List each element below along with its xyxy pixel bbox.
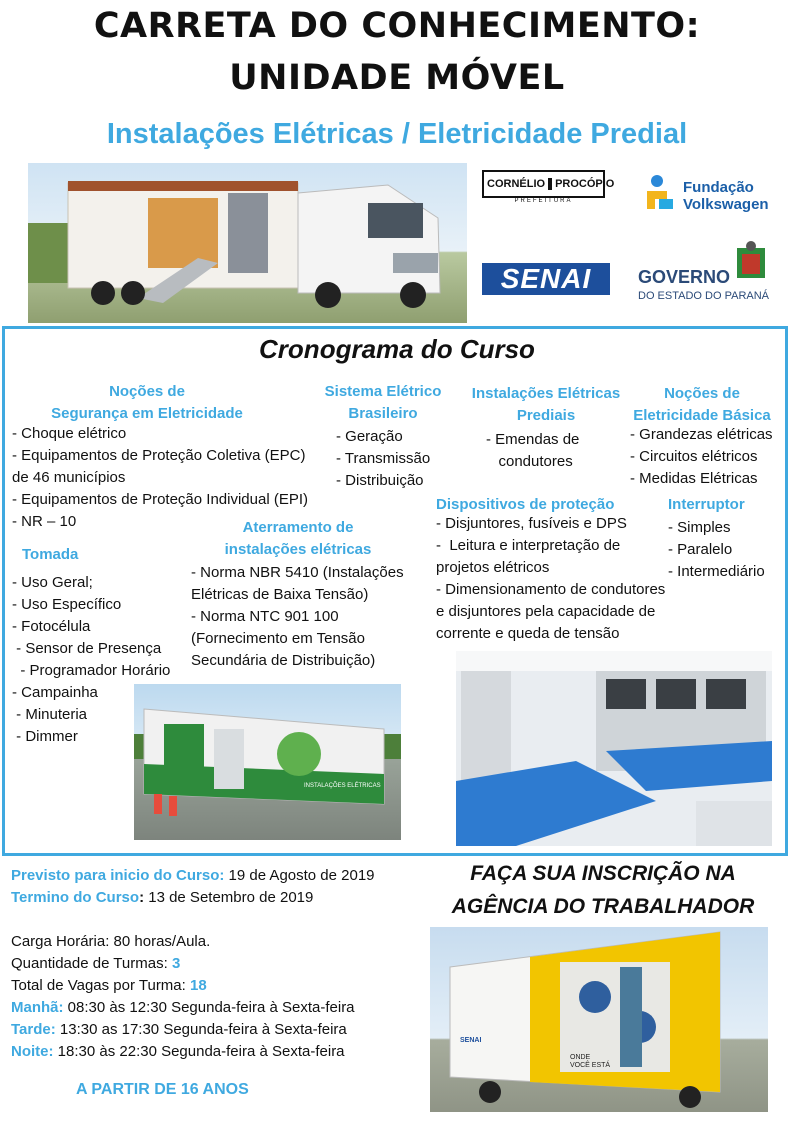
list-item: - Grandezas elétricas [630,426,773,443]
list-item: condutores [486,453,573,470]
cta-line1: FAÇA SUA INSCRIÇÃO NA [470,862,736,885]
page-subtitle: Instalações Elétricas / Eletricidade Predial [106,118,688,150]
fundacao-name-line2: Volkswagen [683,196,769,213]
list-item: - Dimensionamento de condutores [436,581,666,598]
morning-label: Manhã: [11,999,64,1016]
page-title-line1: CARRETA DO CONHECIMENTO: [93,6,701,46]
green-truck-illustration [134,684,401,840]
end-date-value: 13 de Setembro de 2019 [144,889,314,906]
end-date-row [11,887,375,909]
instalacoes-heading [460,383,632,427]
list-item: - Emendas de [486,431,580,448]
start-date-label: Previsto para inicio do Curso: [11,867,225,884]
list-item: - Uso Específico [12,596,122,613]
yellow-truck-illustration [430,927,768,1112]
senai-logo [482,263,610,295]
sistema-heading-line2: Brasileiro [348,405,418,422]
start-date-row [11,865,375,887]
aterramento-list [191,562,404,672]
sistema-heading [314,381,452,425]
classroom-illustration [456,651,772,846]
instalacoes-heading-line1: Instalações Elétricas [471,385,621,402]
schedule-title: Cronograma do Curso [259,334,535,364]
basica-list [630,424,773,490]
tomada-heading: Tomada [22,546,79,563]
aterramento-heading-line1: Aterramento de [242,519,354,536]
cornelio-logo-right: PROCÓPIO [550,178,617,190]
night-value: 18:30 às 22:30 Segunda-feira à Sexta-feira [53,1043,345,1060]
sistema-list [336,426,430,492]
list-item: - Fotocélula [12,618,91,635]
senai-logo-text: SENAI [500,263,592,294]
list-item: - Intermediário [668,563,765,580]
afternoon-value: 13:30 as 17:30 Segunda-feira à Sexta-feira [55,1021,347,1038]
groups-row [11,953,375,975]
vacancies-row [11,975,375,997]
truck-photo [28,163,467,323]
list-item: - Circuitos elétricos [630,448,758,465]
sistema-heading-line1: Sistema Elétrico [324,383,442,400]
cornelio-procopio-logo [482,170,615,210]
parana-coat-of-arms-icon [731,240,771,280]
list-item: de 46 municípios [12,469,126,486]
cta-line2: AGÊNCIA DO TRABALHADOR [451,895,755,918]
fundacao-volkswagen-logo [645,173,785,213]
interruptor-list [668,517,765,583]
workload-text: Carga Horária: 80 horas/Aula. [11,933,211,950]
list-item: - Geração [336,428,403,445]
list-item: - Choque elétrico [12,425,127,442]
truck-illustration [28,163,467,323]
morning-row [11,997,375,1019]
night-row [11,1041,375,1063]
morning-value: 08:30 às 12:30 Segunda-feira à Sexta-feira [63,999,355,1016]
list-item: projetos elétricos [436,559,550,576]
seguranca-heading [40,381,254,425]
list-item: - Norma NBR 5410 (Instalações [191,564,404,581]
list-item: - Equipamentos de Proteção Coletiva (EPC) [12,447,306,464]
dispositivos-list [436,513,665,645]
vacancies-value: 18 [189,977,207,994]
yellow-truck-text2: VOCÊ ESTÁ [570,1062,611,1069]
basica-heading-line2: Eletricidade Básica [633,407,771,424]
governo-parana-logo [638,240,788,304]
list-item: - Programador Horário [12,662,171,679]
list-item: Secundária de Distribuição) [191,652,376,669]
yellow-truck-brand: SENAI [460,1037,482,1044]
registration-cta [418,857,788,923]
list-item: - Distribuição [336,472,424,489]
cornelio-logo-left: CORNÉLIO [484,178,550,190]
list-item: - Sensor de Presença [12,640,162,657]
course-info [11,865,375,1063]
list-item: - NR – 10 [12,513,77,530]
list-item: - Leitura e interpretação de [436,537,621,554]
cornelio-logo-sub: PREFEITURA [514,198,573,204]
list-item: corrente e queda de tensão [436,625,620,642]
list-item: Elétricas de Baixa Tensão) [191,586,369,603]
list-item: (Fornecimento em Tensão [191,630,365,647]
classroom-photo [456,651,772,846]
list-item: - Uso Geral; [12,574,93,591]
start-date-value: 19 de Agosto de 2019 [224,867,375,884]
list-item: - Medidas Elétricas [630,470,758,487]
governo-line1: GOVERNO [638,267,731,287]
vacancies-label: Total de Vagas por Turma: [11,977,190,994]
list-item: - Disjuntores, fusíveis e DPS [436,515,627,532]
groups-label: Quantidade de Turmas: [11,955,172,972]
green-truck-photo [134,684,401,840]
list-item: - Simples [668,519,731,536]
yellow-truck-text1: ONDE [570,1054,591,1061]
end-date-label: Termino do Curso [11,889,140,906]
aterramento-heading-line2: instalações elétricas [224,541,372,558]
fundacao-name-line1: Fundação [683,179,754,196]
end-date-colon: : [139,889,145,906]
list-item: - Dimmer [12,728,78,745]
list-item: - Transmissão [336,450,431,467]
truck-banner-text: INSTALAÇÕES ELÉTRICAS [304,783,381,789]
afternoon-row [11,1019,375,1041]
basica-heading [624,383,780,427]
yellow-truck-photo [430,927,768,1112]
list-item: - Minuteria [12,706,88,723]
list-item: - Equipamentos de Proteção Individual (EPI) [12,491,308,508]
age-requirement: A PARTIR DE 16 ANOS [76,1081,249,1098]
dispositivos-heading: Dispositivos de proteção [436,496,615,513]
instalacoes-list [486,429,579,473]
list-item: - Norma NTC 901 100 [191,608,339,625]
fundacao-symbol-icon [645,173,677,211]
instalacoes-heading-line2: Prediais [516,407,576,424]
night-label: Noite: [11,1043,54,1060]
governo-line2: DO ESTADO DO PARANÁ [638,290,770,302]
seguranca-heading-line1: Noções de [109,383,185,400]
list-item: - Paralelo [668,541,733,558]
page-title-line2: UNIDADE MÓVEL [229,58,565,98]
list-item: e disjuntores pela capacidade de [436,603,656,620]
interruptor-heading: Interruptor [668,496,745,513]
seguranca-heading-line2: Segurança em Eletricidade [51,405,243,422]
list-item: - Campainha [12,684,98,701]
afternoon-label: Tarde: [11,1021,56,1038]
aterramento-heading [212,517,384,561]
groups-value: 3 [171,955,181,972]
basica-heading-line1: Noções de [664,385,740,402]
